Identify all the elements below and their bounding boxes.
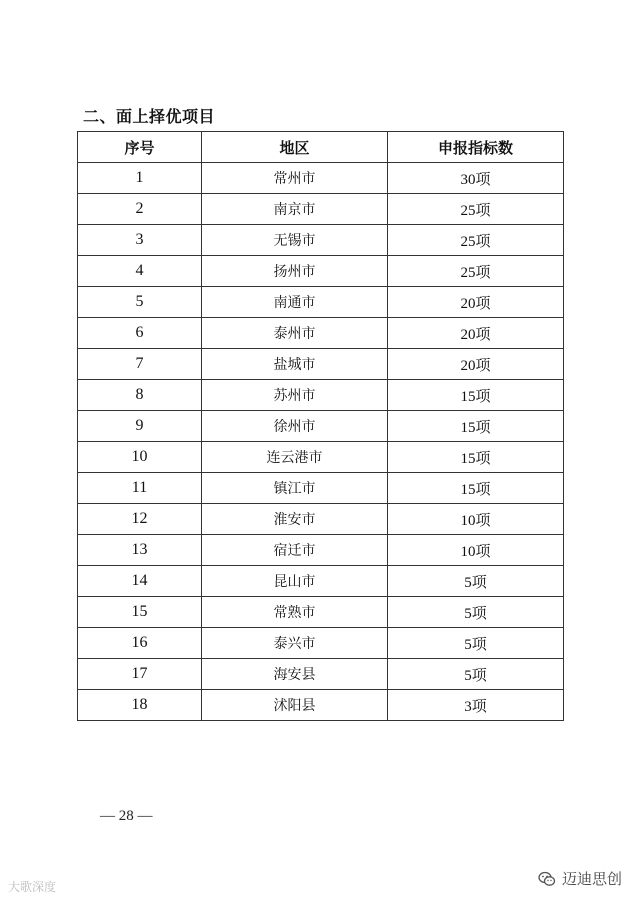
row-index: 6 — [78, 318, 202, 349]
wechat-icon — [538, 870, 556, 888]
row-index: 9 — [78, 411, 202, 442]
table-row — [78, 194, 564, 225]
table-body — [78, 163, 564, 721]
row-region: 连云港市 — [202, 442, 388, 473]
table-row — [78, 318, 564, 349]
row-quota: 15项 — [388, 411, 564, 442]
row-quota: 20项 — [388, 287, 564, 318]
row-quota: 15项 — [388, 442, 564, 473]
row-quota: 15项 — [388, 473, 564, 504]
row-region: 泰州市 — [202, 318, 388, 349]
row-index: 3 — [78, 225, 202, 256]
row-quota: 30项 — [388, 163, 564, 194]
row-region: 常州市 — [202, 163, 388, 194]
row-index: 18 — [78, 690, 202, 721]
table-row — [78, 411, 564, 442]
row-region: 南京市 — [202, 194, 388, 225]
row-index: 2 — [78, 194, 202, 225]
page-number: — 28 — — [100, 808, 153, 824]
header-index: 序号 — [78, 132, 202, 163]
row-region: 扬州市 — [202, 256, 388, 287]
row-quota: 15项 — [388, 380, 564, 411]
row-region: 南通市 — [202, 287, 388, 318]
row-region: 泰兴市 — [202, 628, 388, 659]
header-quota: 申报指标数 — [388, 132, 564, 163]
row-index: 16 — [78, 628, 202, 659]
row-index: 17 — [78, 659, 202, 690]
watermark-right — [538, 868, 622, 889]
table-row — [78, 256, 564, 287]
table-row — [78, 659, 564, 690]
table-row — [78, 504, 564, 535]
row-region: 盐城市 — [202, 349, 388, 380]
row-index: 5 — [78, 287, 202, 318]
section-title: 二、面上择优项目 — [83, 107, 216, 126]
row-index: 10 — [78, 442, 202, 473]
table-row — [78, 163, 564, 194]
row-quota: 25项 — [388, 225, 564, 256]
row-quota: 5项 — [388, 628, 564, 659]
row-region: 镇江市 — [202, 473, 388, 504]
table-row — [78, 287, 564, 318]
row-quota: 20项 — [388, 318, 564, 349]
row-quota: 20项 — [388, 349, 564, 380]
table-row — [78, 442, 564, 473]
header-region: 地区 — [202, 132, 388, 163]
quota-table — [77, 131, 564, 721]
table-header-row — [78, 132, 564, 163]
row-index: 1 — [78, 163, 202, 194]
table-row — [78, 225, 564, 256]
row-index: 4 — [78, 256, 202, 287]
row-index: 15 — [78, 597, 202, 628]
row-index: 8 — [78, 380, 202, 411]
row-region: 无锡市 — [202, 225, 388, 256]
table-row — [78, 535, 564, 566]
row-index: 13 — [78, 535, 202, 566]
row-index: 7 — [78, 349, 202, 380]
row-quota: 3项 — [388, 690, 564, 721]
table-row — [78, 473, 564, 504]
row-region: 昆山市 — [202, 566, 388, 597]
table-row — [78, 566, 564, 597]
row-index: 14 — [78, 566, 202, 597]
row-quota: 25项 — [388, 194, 564, 225]
row-index: 12 — [78, 504, 202, 535]
table-row — [78, 349, 564, 380]
watermark-right-label: 迈迪思创 — [561, 870, 622, 888]
row-quota: 25项 — [388, 256, 564, 287]
row-region: 淮安市 — [202, 504, 388, 535]
table-row — [78, 690, 564, 721]
row-index: 11 — [78, 473, 202, 504]
row-region: 苏州市 — [202, 380, 388, 411]
table-row — [78, 380, 564, 411]
row-region: 常熟市 — [202, 597, 388, 628]
row-region: 宿迁市 — [202, 535, 388, 566]
row-quota: 5项 — [388, 597, 564, 628]
table-row — [78, 628, 564, 659]
row-region: 海安县 — [202, 659, 388, 690]
row-quota: 5项 — [388, 566, 564, 597]
row-region: 沭阳县 — [202, 690, 388, 721]
row-quota: 10项 — [388, 535, 564, 566]
watermark-left: 大歌深度 — [8, 880, 57, 894]
table-row — [78, 597, 564, 628]
row-quota: 5项 — [388, 659, 564, 690]
row-region: 徐州市 — [202, 411, 388, 442]
row-quota: 10项 — [388, 504, 564, 535]
